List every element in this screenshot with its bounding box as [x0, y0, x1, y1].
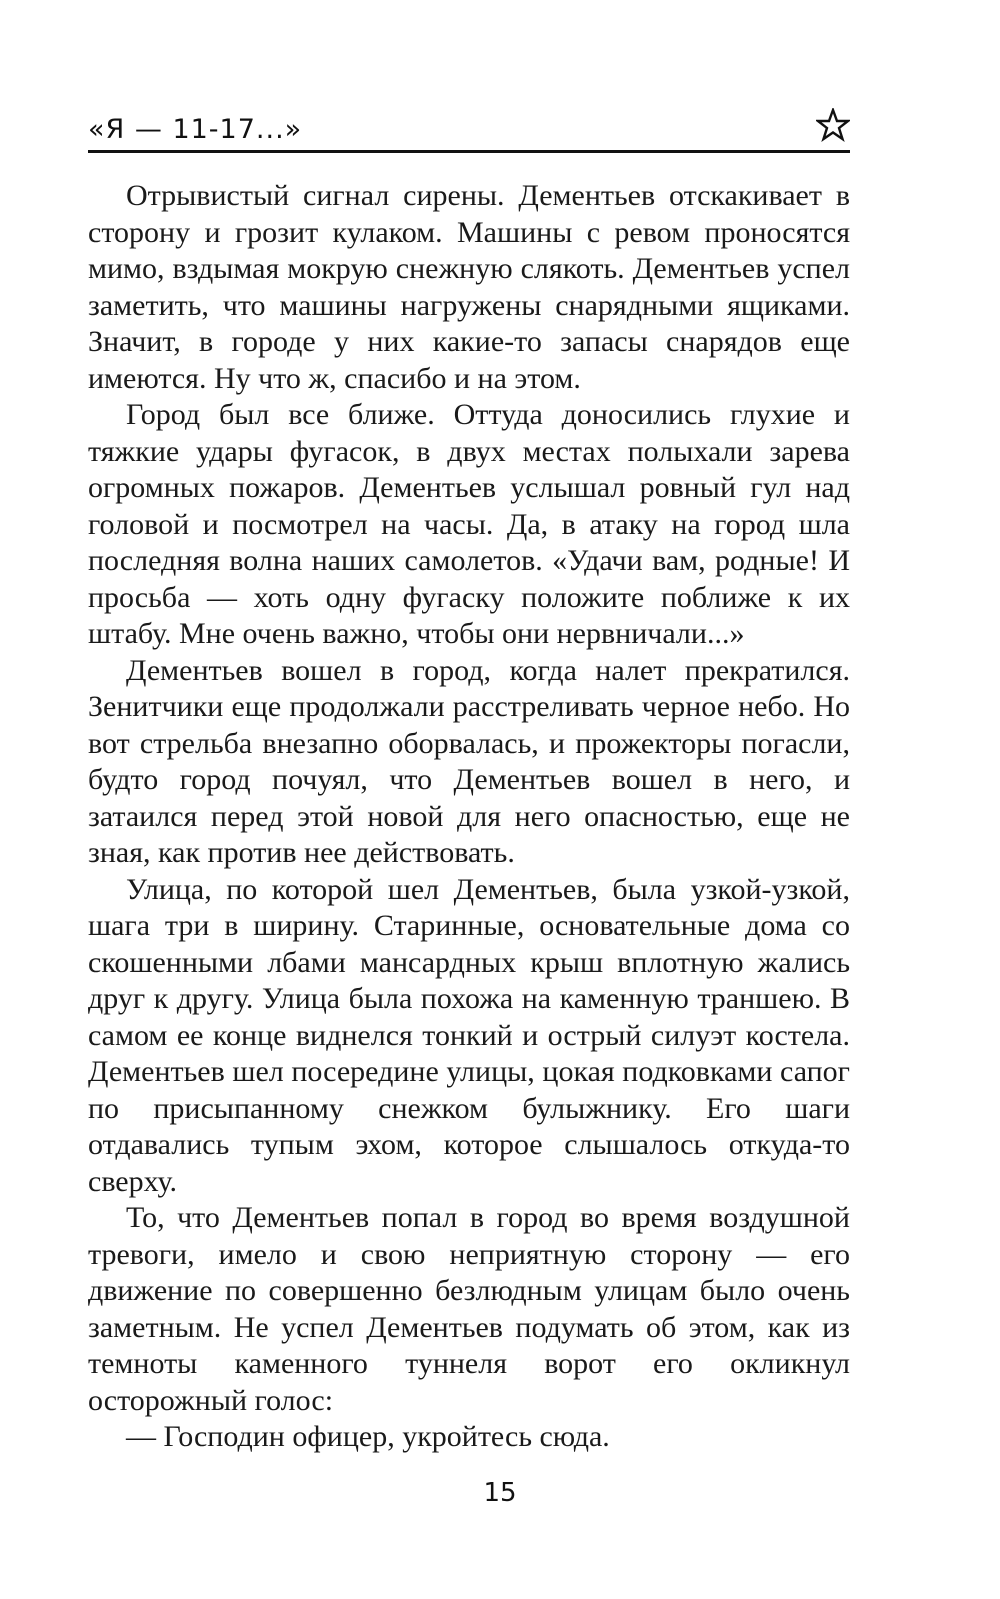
header-rule	[88, 150, 850, 153]
paragraph-4: Улица, по которой шел Дементьев, была узкой-узкой, шага три в ширину. Старинные, основательные дома со скошенными лбами мансардных крыш вплотную жались друг к другу. Улица была похожа на каменную траншею. В самом ее конце виднелся тонкий и острый силуэт костела. Дементьев шел посередине улицы, цокая подковками сапог по присыпанному снежком булыжнику. Его шаги отдавались тупым эхом, которое слышалось откуда-то сверху.	[88, 872, 850, 1198]
page-number: 15	[483, 1478, 517, 1508]
star-outline-icon	[816, 108, 850, 142]
text-body	[88, 178, 850, 1456]
paragraph-5: То, что Дементьев попал в город во время воздушной тревоги, имело и свою неприятную сторону — его движение по совершенно безлюдным улицам было очень заметным. Не успел Дементьев подумать об этом, как из темноты каменного туннеля ворот его окликнул осторожный голос:	[88, 1201, 850, 1417]
paragraph-6-dialogue: — Господин офицер, укройтесь сюда.	[126, 1420, 610, 1453]
paragraph-1: Отрывистый сигнал сирены. Дементьев отскакивает в сторону и грозит кулаком. Машины с ревом проносятся мимо, вздымая мокрую снежную слякоть. Дементьев успел заметить, что машины нагружены снарядными ящиками. Значит, в городе у них какие-то запасы снарядов еще имеются. Ну что ж, спасибо и на этом.	[88, 179, 850, 395]
paragraph-3: Дементьев вошел в город, когда налет прекратился. Зенитчики еще продолжали расстреливать черное небо. Но вот стрельба внезапно оборвалась, и прожекторы погасли, будто город почуял, что Дементьев вошел в него, и затаился перед этой новой для него опасностью, еще не зная, как против нее действовать.	[88, 653, 850, 869]
running-title: «Я — 11-17...»	[88, 114, 303, 145]
running-head	[88, 108, 850, 154]
paragraph-2: Город был все ближе. Оттуда доносились глухие и тяжкие удары фугасок, в двух местах полыхали зарева огромных пожаров. Дементьев услышал ровный гул над головой и посмотрел на часы. Да, в атаку на город шла последняя волна наших самолетов. «Удачи вам, родные! И просьба — хоть одну фугаску положите поближе к их штабу. Мне очень важно, чтобы они нервничали...»	[88, 398, 850, 650]
